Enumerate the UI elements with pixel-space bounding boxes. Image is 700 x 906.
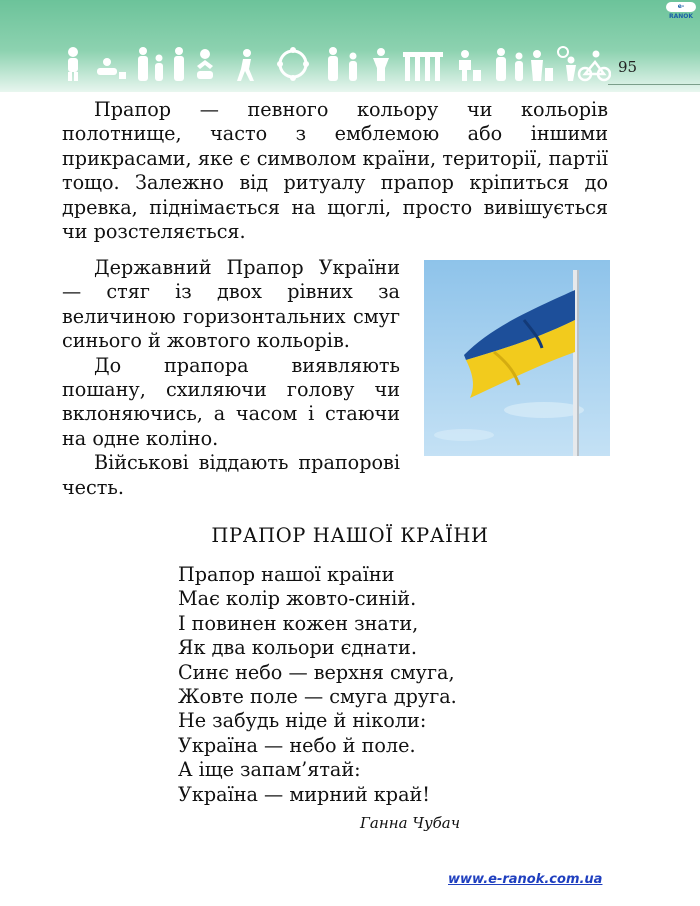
- poem-line: Жовте поле — смуга друга.: [178, 685, 457, 709]
- text-column-left-of-image: [62, 256, 400, 500]
- poem-author: Ганна Чубач: [360, 814, 461, 832]
- poem-line: І повинен кожен знати,: [178, 611, 419, 635]
- poem-line: А іще запам’ятай:: [178, 758, 361, 782]
- tennis-icon: [558, 47, 576, 81]
- publisher-logo: e-RANOK: [666, 2, 696, 12]
- poem-line: Україна — мирний край!: [178, 782, 431, 806]
- decorative-icon-strip: [63, 46, 611, 82]
- crawling-icon: [197, 49, 213, 79]
- poem-title: ПРАПОР НАШОЇ КРАЇНИ: [211, 524, 489, 547]
- poem-line: Прапор нашої країни: [178, 563, 395, 586]
- paragraph-state-flag: Державний Прапор України — стяг із двох рівних за величиною горизонтальних смуг синього й жовтого кольорів.: [62, 256, 400, 353]
- walking-icon: [237, 49, 254, 81]
- friends-icon: [496, 48, 523, 81]
- dance-circle-icon: [277, 47, 309, 81]
- children-icon: [174, 47, 184, 81]
- page-number: 95: [618, 58, 638, 76]
- page-number-underline: [608, 84, 700, 85]
- poem-line: Україна — небо й поле.: [178, 733, 416, 757]
- publisher-website-link[interactable]: www.e-ranok.com.ua: [448, 872, 603, 887]
- teaching-icon: [328, 47, 357, 81]
- poem-line: Не забудь ніде й ніколи:: [178, 709, 427, 733]
- cyclist-icon: [579, 51, 610, 81]
- playing-icon: [97, 58, 126, 79]
- ukrainian-flag-photo: [424, 260, 610, 456]
- kids-icon: [459, 50, 481, 81]
- poem-line: Має колір жовто-синій.: [178, 587, 417, 611]
- paragraph-respect: До прапора виявляють пошану, схиляючи голову чи вклоняючись, а часом і стаючи на одне коліно.: [62, 353, 400, 450]
- gardening-icon: [531, 50, 553, 81]
- child-icon: [373, 48, 389, 81]
- paragraph-military: Військові віддають прапорові честь.: [62, 451, 400, 499]
- page-header: [0, 0, 700, 92]
- child-icon: [68, 47, 78, 81]
- family-icon: [138, 47, 163, 81]
- poem-line: Як два кольори єднати.: [178, 636, 417, 660]
- poem-line: Синє небо — верхня смуга,: [178, 660, 455, 684]
- paragraph-flag-definition: Прапор — певного кольору чи кольорів полотнище, часто з емблемою або іншими прикрасами, яке є символом країни, території, партії тощо. Залежно від ритуалу прапор кріпиться до древка, піднімається на щоглі, просто вивішується чи розстеляється.: [62, 98, 608, 244]
- group-icon: [403, 52, 443, 81]
- poem-text: [178, 563, 457, 807]
